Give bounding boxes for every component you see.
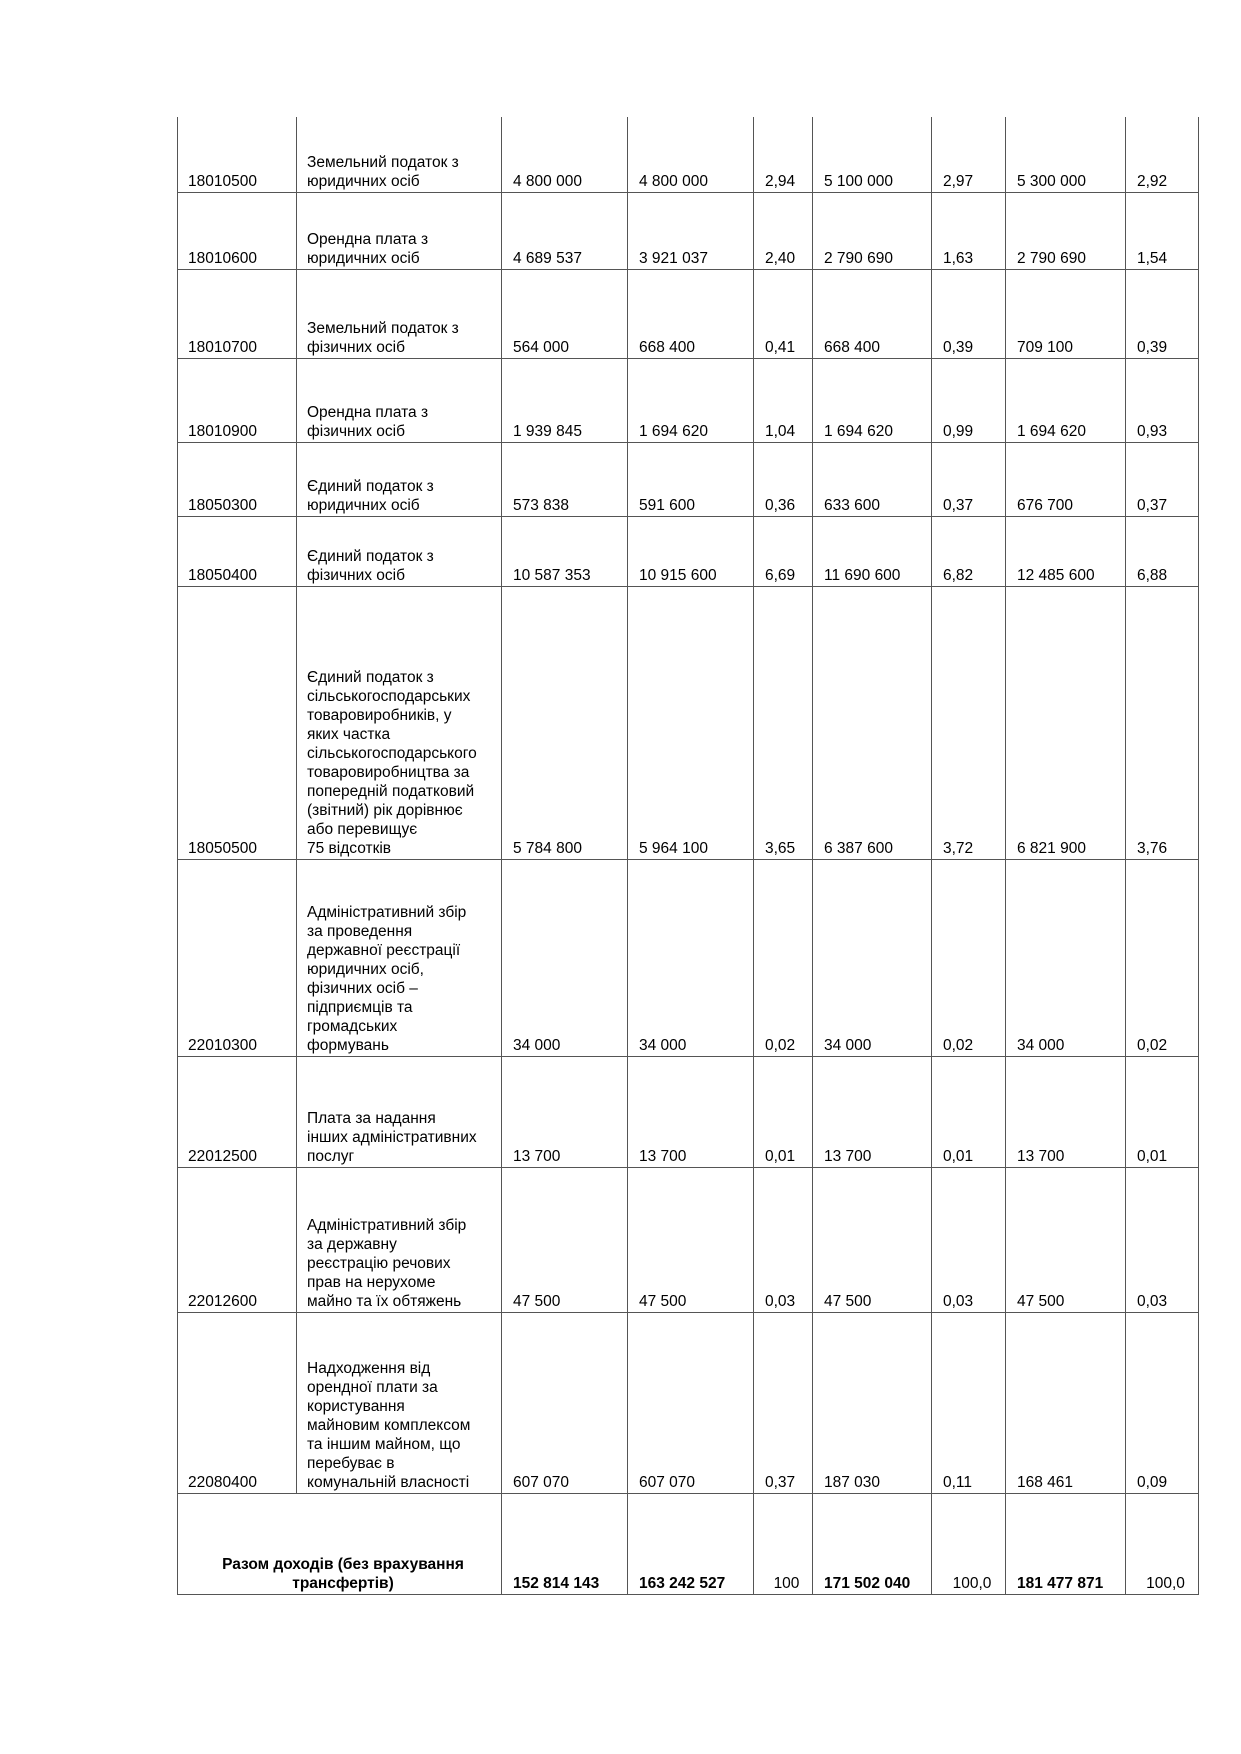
row-value-2: 34 000 bbox=[628, 859, 754, 1056]
row-percent-3: 0,01 bbox=[932, 1056, 1006, 1167]
row-percent-3: 0,37 bbox=[932, 442, 1006, 516]
row-value-1: 564 000 bbox=[502, 269, 628, 358]
row-code: 18010500 bbox=[178, 117, 297, 192]
revenue-table bbox=[177, 117, 1199, 1595]
row-name: Земельний податок з юридичних осіб bbox=[297, 117, 502, 192]
row-name: Єдиний податок з сільськогосподарських товаровиробників, у яких частка сільськогосподарського товаровиробництва за попередній податковий (звітний) рік дорівнює або перевищує 75 відсотків bbox=[297, 586, 502, 859]
row-value-1: 4 689 537 bbox=[502, 192, 628, 269]
row-percent-4: 0,39 bbox=[1126, 269, 1199, 358]
row-percent-4: 0,37 bbox=[1126, 442, 1199, 516]
row-value-4: 6 821 900 bbox=[1006, 586, 1126, 859]
row-percent-4: 2,92 bbox=[1126, 117, 1199, 192]
row-value-1: 4 800 000 bbox=[502, 117, 628, 192]
table-row bbox=[178, 859, 1199, 1056]
row-code: 18050400 bbox=[178, 516, 297, 586]
row-value-3: 1 694 620 bbox=[813, 358, 932, 442]
row-value-4: 34 000 bbox=[1006, 859, 1126, 1056]
row-value-2: 668 400 bbox=[628, 269, 754, 358]
row-percent-2: 0,01 bbox=[754, 1056, 813, 1167]
row-value-3: 668 400 bbox=[813, 269, 932, 358]
row-value-2: 1 694 620 bbox=[628, 358, 754, 442]
row-value-1: 34 000 bbox=[502, 859, 628, 1056]
row-name: Орендна плата з фізичних осіб bbox=[297, 358, 502, 442]
row-percent-2: 1,04 bbox=[754, 358, 813, 442]
row-percent-4: 0,93 bbox=[1126, 358, 1199, 442]
row-percent-3: 0,99 bbox=[932, 358, 1006, 442]
total-row bbox=[178, 1493, 1199, 1594]
row-value-3: 11 690 600 bbox=[813, 516, 932, 586]
row-value-2: 591 600 bbox=[628, 442, 754, 516]
row-name: Єдиний податок з фізичних осіб bbox=[297, 516, 502, 586]
row-percent-2: 0,02 bbox=[754, 859, 813, 1056]
row-percent-3: 0,02 bbox=[932, 859, 1006, 1056]
row-value-2: 3 921 037 bbox=[628, 192, 754, 269]
row-name: Плата за надання інших адміністративних послуг bbox=[297, 1056, 502, 1167]
total-percent-2: 100 bbox=[754, 1493, 813, 1594]
row-percent-3: 3,72 bbox=[932, 586, 1006, 859]
row-percent-3: 0,39 bbox=[932, 269, 1006, 358]
row-value-4: 5 300 000 bbox=[1006, 117, 1126, 192]
row-value-2: 4 800 000 bbox=[628, 117, 754, 192]
table-row bbox=[178, 1312, 1199, 1493]
row-value-4: 1 694 620 bbox=[1006, 358, 1126, 442]
row-value-1: 10 587 353 bbox=[502, 516, 628, 586]
row-value-4: 12 485 600 bbox=[1006, 516, 1126, 586]
row-code: 22012600 bbox=[178, 1167, 297, 1312]
total-value-4: 181 477 871 bbox=[1006, 1493, 1126, 1594]
row-name: Земельний податок з фізичних осіб bbox=[297, 269, 502, 358]
row-code: 18010700 bbox=[178, 269, 297, 358]
row-percent-4: 0,01 bbox=[1126, 1056, 1199, 1167]
row-name: Адміністративний збір за проведення державної реєстрації юридичних осіб, фізичних осіб – підприємців та громадських формувань bbox=[297, 859, 502, 1056]
table-row bbox=[178, 269, 1199, 358]
row-name: Адміністративний збір за державну реєстрацію речових прав на нерухоме майно та їх обтяжень bbox=[297, 1167, 502, 1312]
row-value-4: 709 100 bbox=[1006, 269, 1126, 358]
row-percent-4: 0,03 bbox=[1126, 1167, 1199, 1312]
row-percent-2: 0,41 bbox=[754, 269, 813, 358]
row-percent-2: 3,65 bbox=[754, 586, 813, 859]
total-percent-4: 100,0 bbox=[1126, 1493, 1199, 1594]
table-row bbox=[178, 117, 1199, 192]
row-percent-2: 0,03 bbox=[754, 1167, 813, 1312]
row-value-2: 13 700 bbox=[628, 1056, 754, 1167]
table-row bbox=[178, 442, 1199, 516]
row-percent-2: 2,94 bbox=[754, 117, 813, 192]
row-value-4: 47 500 bbox=[1006, 1167, 1126, 1312]
row-percent-4: 3,76 bbox=[1126, 586, 1199, 859]
table-row bbox=[178, 1056, 1199, 1167]
table-row bbox=[178, 1167, 1199, 1312]
row-value-1: 607 070 bbox=[502, 1312, 628, 1493]
total-value-2: 163 242 527 bbox=[628, 1493, 754, 1594]
row-value-3: 47 500 bbox=[813, 1167, 932, 1312]
row-percent-3: 0,03 bbox=[932, 1167, 1006, 1312]
row-value-2: 607 070 bbox=[628, 1312, 754, 1493]
row-percent-4: 1,54 bbox=[1126, 192, 1199, 269]
row-value-3: 633 600 bbox=[813, 442, 932, 516]
total-value-3: 171 502 040 bbox=[813, 1493, 932, 1594]
row-code: 18010600 bbox=[178, 192, 297, 269]
row-percent-4: 6,88 bbox=[1126, 516, 1199, 586]
row-code: 22010300 bbox=[178, 859, 297, 1056]
table-row bbox=[178, 192, 1199, 269]
row-value-4: 676 700 bbox=[1006, 442, 1126, 516]
table-row bbox=[178, 586, 1199, 859]
row-value-1: 1 939 845 bbox=[502, 358, 628, 442]
row-value-1: 47 500 bbox=[502, 1167, 628, 1312]
row-code: 18010900 bbox=[178, 358, 297, 442]
row-percent-3: 0,11 bbox=[932, 1312, 1006, 1493]
row-percent-3: 1,63 bbox=[932, 192, 1006, 269]
row-code: 22012500 bbox=[178, 1056, 297, 1167]
row-percent-3: 6,82 bbox=[932, 516, 1006, 586]
row-value-1: 5 784 800 bbox=[502, 586, 628, 859]
row-value-4: 168 461 bbox=[1006, 1312, 1126, 1493]
row-code: 18050500 bbox=[178, 586, 297, 859]
row-percent-2: 6,69 bbox=[754, 516, 813, 586]
row-code: 18050300 bbox=[178, 442, 297, 516]
row-value-1: 573 838 bbox=[502, 442, 628, 516]
row-value-3: 34 000 bbox=[813, 859, 932, 1056]
row-name: Єдиний податок з юридичних осіб bbox=[297, 442, 502, 516]
row-value-4: 13 700 bbox=[1006, 1056, 1126, 1167]
row-code: 22080400 bbox=[178, 1312, 297, 1493]
total-percent-3: 100,0 bbox=[932, 1493, 1006, 1594]
table-row bbox=[178, 516, 1199, 586]
total-label: Разом доходів (без врахування трансфертів) bbox=[178, 1493, 502, 1594]
row-value-2: 10 915 600 bbox=[628, 516, 754, 586]
row-percent-2: 0,37 bbox=[754, 1312, 813, 1493]
row-value-3: 2 790 690 bbox=[813, 192, 932, 269]
table-row bbox=[178, 358, 1199, 442]
row-name: Надходження від орендної плати за користування майновим комплексом та іншим майном, що перебуває в комунальній власності bbox=[297, 1312, 502, 1493]
row-percent-2: 2,40 bbox=[754, 192, 813, 269]
row-percent-4: 0,09 bbox=[1126, 1312, 1199, 1493]
row-percent-3: 2,97 bbox=[932, 117, 1006, 192]
total-value-1: 152 814 143 bbox=[502, 1493, 628, 1594]
row-value-4: 2 790 690 bbox=[1006, 192, 1126, 269]
row-percent-4: 0,02 bbox=[1126, 859, 1199, 1056]
row-value-2: 47 500 bbox=[628, 1167, 754, 1312]
row-value-3: 5 100 000 bbox=[813, 117, 932, 192]
row-value-2: 5 964 100 bbox=[628, 586, 754, 859]
row-value-3: 13 700 bbox=[813, 1056, 932, 1167]
row-name: Орендна плата з юридичних осіб bbox=[297, 192, 502, 269]
row-value-3: 6 387 600 bbox=[813, 586, 932, 859]
row-value-1: 13 700 bbox=[502, 1056, 628, 1167]
row-value-3: 187 030 bbox=[813, 1312, 932, 1493]
row-percent-2: 0,36 bbox=[754, 442, 813, 516]
